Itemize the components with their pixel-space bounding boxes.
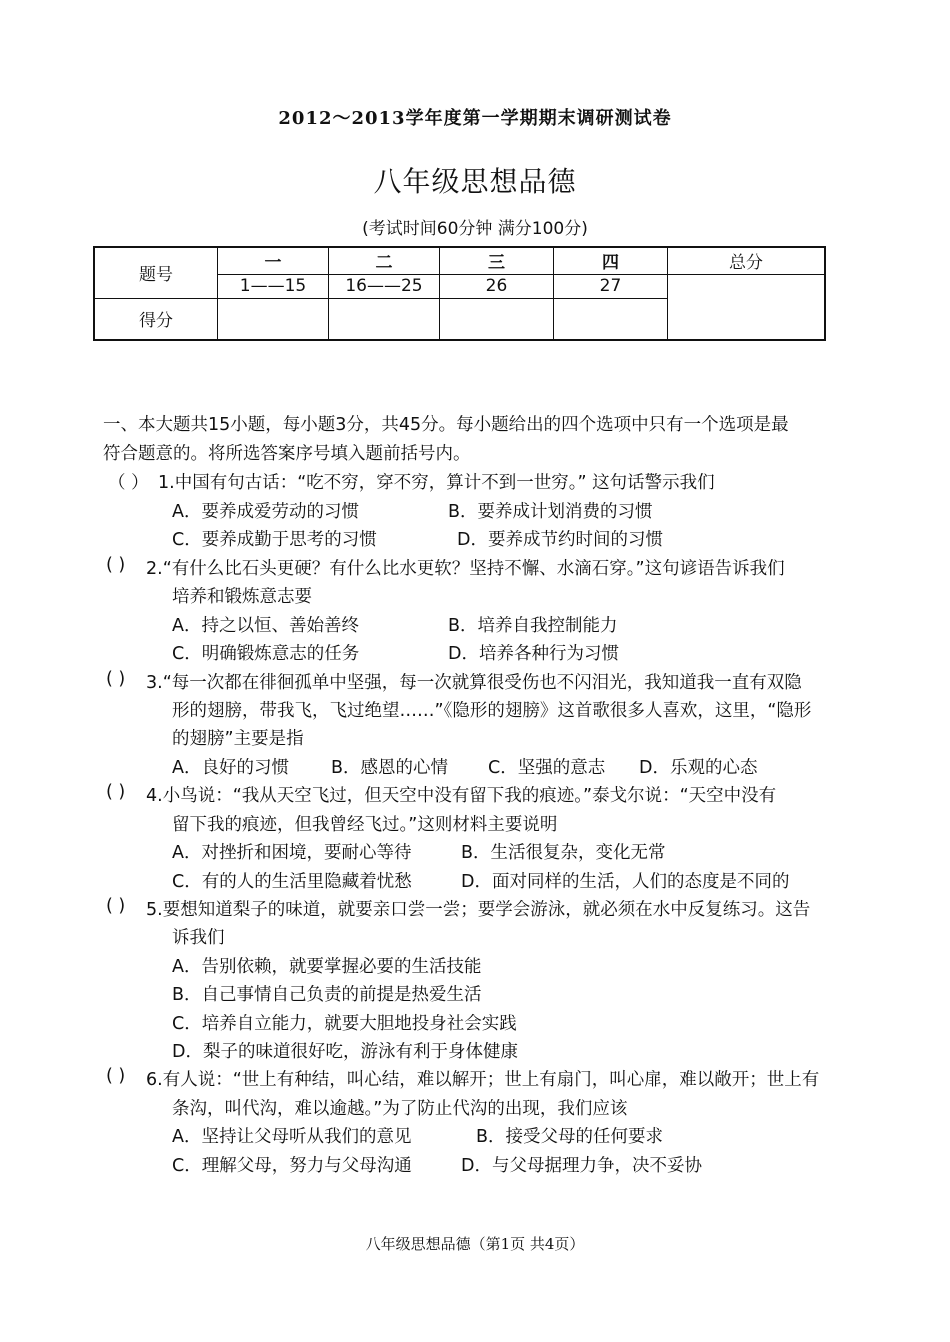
row-label-question-number: 题号 <box>94 247 218 298</box>
option-c: C．要养成勤于思考的习惯 <box>172 530 377 550</box>
question-stem-continued: 诉我们 <box>172 928 225 948</box>
question-stem-continued: 的翅膀”主要是指 <box>172 729 304 749</box>
range-cell-3: 26 <box>440 274 554 298</box>
section-instructions-line-1: 一、本大题共15小题，每小题3分，共45分。每小题给出的四个选项中只有一个选项是最 <box>103 415 789 435</box>
option-a: A．良好的习惯 <box>172 758 289 778</box>
option-c: C．明确锻炼意志的任务 <box>172 644 360 664</box>
question-stem-continued: 形的翅膀，带我飞，飞过绝望……”《隐形的翅膀》这首歌很多人喜欢，这里，“隐形 <box>172 701 812 721</box>
option-d: D．与父母据理力争，决不妥协 <box>461 1156 702 1176</box>
section-header-2: 二 <box>329 247 440 274</box>
range-cell-1: 1——15 <box>218 274 329 298</box>
page-footer: 八年级思想品德（第1页 共4页） <box>365 1235 585 1253</box>
total-label: 总分 <box>668 247 826 274</box>
question-stem-continued: 培养和锻炼意志要 <box>172 587 312 607</box>
question-stem: 5.要想知道梨子的味道，就要亲口尝一尝；要学会游泳，就必须在水中反复练习。这告 <box>146 900 811 920</box>
option-d: D．乐观的心态 <box>639 758 758 778</box>
question-stem: 6.有人说：“世上有种结，叫心结，难以解开；世上有扇门，叫心扉，难以敞开；世上有 <box>146 1070 820 1090</box>
answer-bracket[interactable]: ( ) <box>106 896 126 916</box>
option-b: B．要养成计划消费的习惯 <box>448 502 653 522</box>
question-stem: 4.小鸟说：“我从天空飞过，但天空中没有留下我的痕迹。”泰戈尔说：“天空中没有 <box>146 786 777 806</box>
option-d: D．培养各种行为习惯 <box>448 644 619 664</box>
option-b: B．培养自我控制能力 <box>448 616 618 636</box>
question-stem-continued: 留下我的痕迹，但我曾经飞过。”这则材料主要说明 <box>172 815 558 835</box>
section-header-1: 一 <box>218 247 329 274</box>
score-cell-2[interactable] <box>329 298 440 340</box>
exam-info: (考试时间60分钟 满分100分) <box>362 219 588 239</box>
option-c: C．理解父母，努力与父母沟通 <box>172 1156 412 1176</box>
score-cell-4[interactable] <box>554 298 668 340</box>
option-a: A．对挫折和困境，要耐心等待 <box>172 843 412 863</box>
range-cell-2: 16——25 <box>329 274 440 298</box>
option-b: B．生活很复杂，变化无常 <box>461 843 666 863</box>
option-c: C．坚强的意志 <box>488 758 606 778</box>
score-cell-3[interactable] <box>440 298 554 340</box>
option-a: A．坚持让父母听从我们的意见 <box>172 1127 412 1147</box>
range-cell-4: 27 <box>554 274 668 298</box>
score-cell-1[interactable] <box>218 298 329 340</box>
answer-bracket[interactable]: ( ) <box>106 1066 126 1086</box>
option-b: B．自己事情自己负责的前提是热爱生活 <box>172 985 482 1005</box>
answer-bracket[interactable]: ( ) <box>106 555 126 575</box>
option-d: D．要养成节约时间的习惯 <box>457 530 663 550</box>
option-a: A．告别依赖，就要掌握必要的生活技能 <box>172 957 482 977</box>
score-table <box>93 246 826 341</box>
exam-title: 2012～2013学年度第一学期期末调研测试卷 <box>278 108 672 129</box>
option-d: D．梨子的味道很好吃，游泳有利于身体健康 <box>172 1042 518 1062</box>
subject-title: 八年级思想品德 <box>373 165 577 198</box>
answer-bracket[interactable]: ( ) <box>106 669 126 689</box>
answer-bracket[interactable]: ( ) <box>106 782 126 802</box>
option-c: C．培养自立能力，就要大胆地投身社会实践 <box>172 1014 517 1034</box>
question-stem: 3.“每一次都在徘徊孤单中坚强，每一次就算很受伤也不闪泪光，我知道我一直有双隐 <box>146 673 802 693</box>
option-d: D．面对同样的生活，人们的态度是不同的 <box>461 872 790 892</box>
section-instructions-line-2: 符合题意的。将所选答案序号填入题前括号内。 <box>103 444 471 464</box>
question-stem: 2.“有什么比石头更硬？有什么比水更软？坚持不懈、水滴石穿。”这句谚语告诉我们 <box>146 559 785 579</box>
answer-bracket[interactable]: （ ） <box>108 473 149 493</box>
row-label-score: 得分 <box>94 298 218 340</box>
section-header-4: 四 <box>554 247 668 274</box>
option-a: A．持之以恒、善始善终 <box>172 616 359 636</box>
total-score-cell[interactable] <box>668 274 826 340</box>
option-b: B．接受父母的任何要求 <box>476 1127 664 1147</box>
option-b: B．感恩的心情 <box>331 758 449 778</box>
option-a: A．要养成爱劳动的习惯 <box>172 502 359 522</box>
section-header-3: 三 <box>440 247 554 274</box>
option-c: C．有的人的生活里隐藏着忧愁 <box>172 872 412 892</box>
question-stem: 1.中国有句古话：“吃不穷，穿不穷，算计不到一世穷。” 这句话警示我们 <box>158 473 715 493</box>
question-stem-continued: 条沟，叫代沟，难以逾越。”为了防止代沟的出现，我们应该 <box>172 1099 628 1119</box>
